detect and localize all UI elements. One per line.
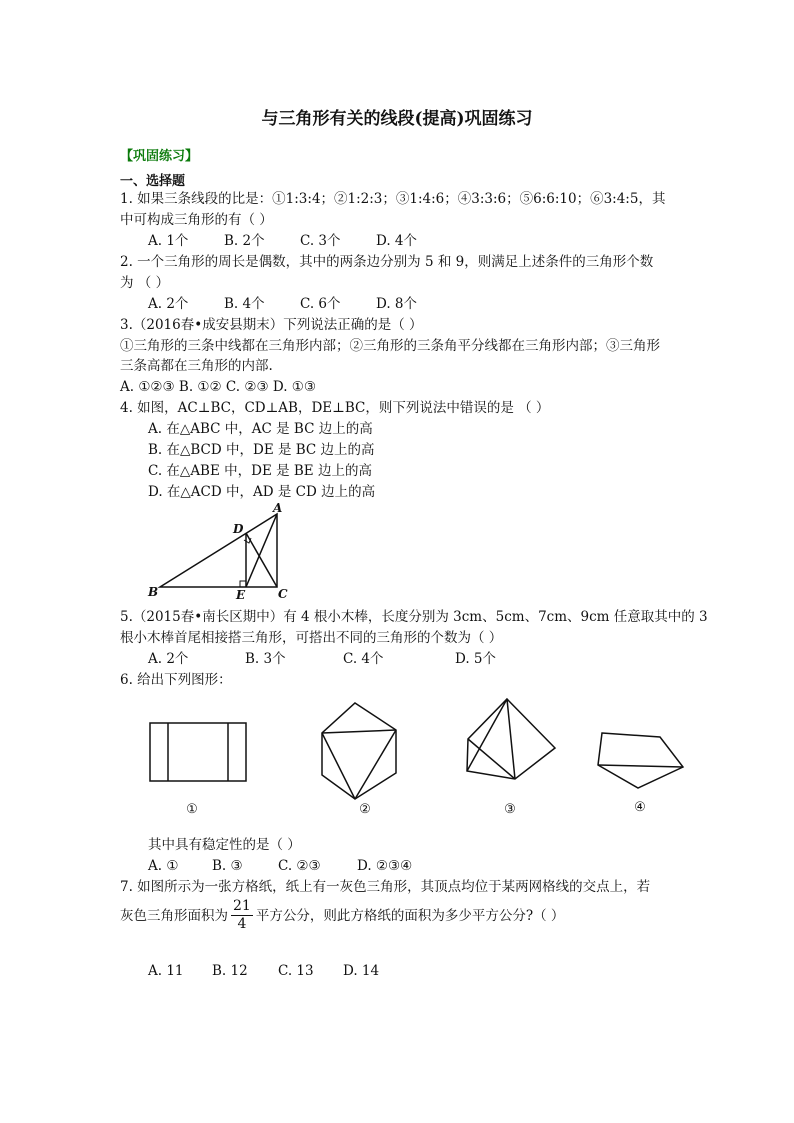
section-tag: 【巩固练习】 — [120, 149, 199, 164]
q1-option-c: C. 3个 — [300, 233, 341, 249]
section-heading: 一、选择题 — [120, 174, 186, 189]
figure-3-pentagon — [467, 699, 555, 779]
q7-option-b: B. 12 — [212, 963, 248, 979]
label-c: C — [278, 587, 288, 600]
figure-4-pentagon — [598, 733, 683, 788]
q6-figures — [140, 695, 700, 825]
q3-options: A. ①②③ B. ①② C. ②③ D. ①③ — [120, 379, 316, 395]
figure-3-label: ③ — [504, 802, 516, 817]
segment-cd — [246, 533, 277, 587]
q1-option-a: A. 1个 — [148, 233, 189, 249]
q6-option-b: B. ③ — [212, 858, 243, 874]
right-angle-e — [240, 581, 246, 587]
q3-line2: ①三角形的三条中线都在三角形内部；②三角形的三条角平分线都在三角形内部；③三角形 — [120, 338, 660, 354]
q2-option-a: A. 2个 — [148, 296, 189, 312]
q5-option-d: D. 5个 — [455, 651, 497, 667]
q7-fraction-denominator: 4 — [237, 916, 247, 932]
q6-line2: 其中具有稳定性的是（ ） — [148, 837, 301, 853]
q2-line1: 2. 一个三角形的周长是偶数，其中的两条边分别为 5 和 9，则满足上述条件的三角形个数 — [120, 254, 654, 270]
q5-option-a: A. 2个 — [148, 651, 189, 667]
label-a: A — [273, 501, 283, 515]
page-title: 与三角形有关的线段(提高)巩固练习 — [261, 109, 533, 129]
label-b: B — [148, 585, 159, 599]
q3-line3: 三条高都在三角形的内部. — [120, 358, 273, 374]
q7-fraction-numerator: 21 — [233, 898, 251, 914]
q1-option-d: D. 4个 — [376, 233, 418, 249]
q6-option-c: C. ②③ — [278, 858, 321, 874]
label-d: D — [233, 522, 244, 536]
q1-line2: 中可构成三角形的有（ ） — [120, 212, 273, 228]
q4-triangle-figure — [140, 500, 300, 600]
q4-option-b: B. 在△BCD 中，DE 是 BC 边上的高 — [148, 442, 375, 458]
label-e: E — [236, 588, 246, 600]
figure-1-label: ① — [186, 802, 198, 817]
q4-option-a: A. 在△ABC 中，AC 是 BC 边上的高 — [148, 421, 373, 437]
q6-option-a: A. ① — [148, 858, 179, 874]
figure-2-hexagon — [322, 703, 396, 799]
triangle-abc — [160, 514, 277, 587]
q4-option-c: C. 在△ABE 中，DE 是 BE 边上的高 — [148, 463, 372, 479]
q2-option-c: C. 6个 — [300, 296, 341, 312]
q5-line2: 根小木棒首尾相接搭三角形，可搭出不同的三角形的个数为（ ） — [120, 630, 503, 646]
figure-2-label: ② — [359, 802, 371, 817]
q7-line2-after: 平方公分，则此方格纸的面积为多少平方公分?（ ） — [255, 907, 565, 924]
q7-line1: 7. 如图所示为一张方格纸，纸上有一灰色三角形，其顶点均位于某两网格线的交点上，若 — [120, 879, 651, 895]
q7-option-d: D. 14 — [343, 963, 380, 979]
figure-4-label: ④ — [634, 800, 646, 815]
q5-option-c: C. 4个 — [343, 651, 384, 667]
q7-fraction — [231, 898, 253, 933]
q6-line1: 6. 给出下列图形： — [120, 672, 232, 688]
q4-line1: 4. 如图，AC⊥BC，CD⊥AB，DE⊥BC，则下列说法中错误的是 （ ） — [120, 400, 550, 416]
q2-option-b: B. 4个 — [224, 296, 265, 312]
q7-option-c: C. 13 — [278, 963, 314, 979]
q2-option-d: D. 8个 — [376, 296, 418, 312]
q7-option-a: A. 11 — [148, 963, 184, 979]
q3-line1: 3.（2016春•成安县期末）下列说法正确的是（ ） — [120, 317, 423, 333]
q5-line1: 5.（2015春•南长区期中）有 4 根小木棒，长度分别为 3cm、5cm、7cm、9cm 任意取其中的 3 — [120, 609, 708, 625]
q1-option-b: B. 2个 — [224, 233, 265, 249]
q6-option-d: D. ②③④ — [357, 858, 413, 874]
q4-option-d: D. 在△ACD 中，AD 是 CD 边上的高 — [148, 484, 376, 500]
q7-line2 — [120, 898, 564, 933]
figure-1-rectangle — [150, 723, 246, 781]
segment-ae — [246, 514, 277, 587]
q2-line2: 为 （ ） — [120, 275, 170, 291]
q7-line2-before: 灰色三角形面积为 — [120, 907, 228, 924]
q1-line1: 1. 如果三条线段的比是：①1:3:4；②1:2:3；③1:4:6；④3:3:6；⑤6:6:10；⑥3:4:5，其 — [120, 191, 666, 207]
q5-option-b: B. 3个 — [245, 651, 286, 667]
